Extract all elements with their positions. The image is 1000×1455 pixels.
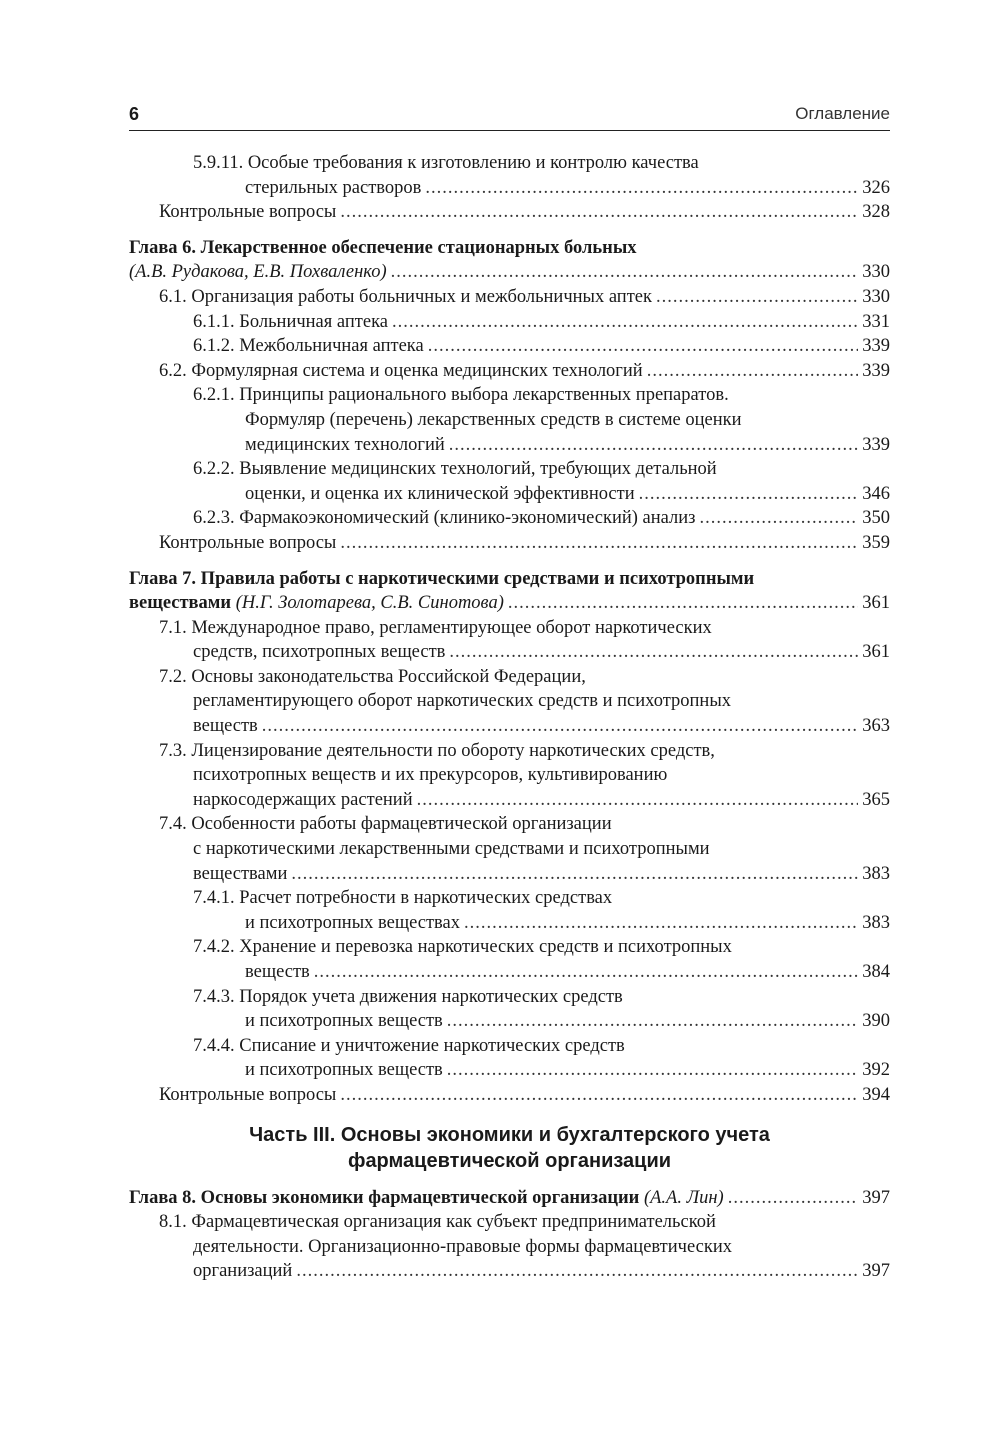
entry-text: и психотропных веществ — [245, 1011, 443, 1032]
running-title: Оглавление — [795, 104, 890, 123]
entry-text: 6.1. Организация работы больничных и межбольничных аптек — [159, 286, 652, 307]
toc-chapter[interactable] — [129, 1186, 890, 1211]
dot-leader — [314, 960, 858, 985]
entry-text: медицинских технологий — [245, 434, 445, 455]
chapter-title-end — [129, 260, 387, 285]
dot-leader — [340, 531, 858, 556]
entry-text: 6.1.2. Межбольничная аптека — [193, 336, 424, 357]
toc-entry-line — [193, 985, 890, 1010]
dot-leader — [391, 260, 859, 285]
toc-entry-line — [159, 1083, 890, 1108]
page-ref: 339 — [862, 360, 890, 381]
entry-text: веществами — [193, 863, 288, 884]
dot-leader — [296, 1259, 858, 1284]
entry-text: 8.1. Фармацевтическая организация как субъект предпринимательской — [159, 1212, 716, 1233]
toc-entry-line — [193, 506, 890, 531]
chapter-title-end: Глава 8. Основы экономики фармацевтической организации (А.А. Лин) — [129, 1187, 724, 1208]
toc-entry[interactable] — [129, 151, 890, 200]
entry-text: Контрольные вопросы — [159, 1084, 337, 1105]
toc-chapter-lead-line — [129, 260, 890, 285]
page-ref: 326 — [862, 177, 890, 198]
dot-leader — [447, 1009, 858, 1034]
dot-leader — [340, 200, 858, 225]
toc-entry-line — [159, 200, 890, 225]
entry-text: 7.4.2. Хранение и перевозка наркотических средств и психотропных — [193, 937, 732, 958]
toc-entry-line — [193, 1034, 890, 1059]
toc-entry-line — [193, 408, 890, 433]
dot-leader — [425, 176, 858, 201]
toc-entry-line — [193, 1009, 890, 1034]
dot-leader — [656, 285, 858, 310]
dot-leader — [464, 911, 858, 936]
entry-text: оценки, и оценка их клинической эффективности — [245, 483, 635, 504]
page-ref: 363 — [862, 716, 890, 737]
part-heading-line: фармацевтической организации — [347, 1149, 672, 1172]
toc-entry[interactable] — [129, 383, 890, 457]
entry-text: Контрольные вопросы — [159, 202, 337, 223]
page-ref: 339 — [862, 434, 890, 455]
entry-text: 5.9.11. Особые требования к изготовлению и контролю качества — [193, 153, 699, 173]
toc-entry[interactable] — [129, 812, 890, 886]
entry-text: средств, психотропных веществ — [193, 642, 446, 663]
toc-entry[interactable] — [129, 334, 890, 359]
page-ref: 330 — [862, 262, 890, 283]
page-number: 6 — [129, 104, 140, 124]
entry-text: регламентирующего оборот наркотических средств и психотропных — [193, 691, 731, 712]
chapter-title-line: Глава 6. Лекарственное обеспечение стационарных больных — [129, 237, 637, 258]
toc-entry-line — [159, 812, 890, 837]
toc-entry-line — [193, 960, 890, 985]
toc-entry-line — [193, 383, 890, 408]
toc-entry[interactable] — [129, 359, 890, 384]
entry-text: 7.4. Особенности работы фармацевтической организации — [159, 814, 612, 835]
toc-entry[interactable] — [129, 985, 890, 1034]
toc-entry-line — [193, 1058, 890, 1083]
toc-entry-line — [159, 285, 890, 310]
toc-entry[interactable] — [129, 310, 890, 335]
entry-text: веществ — [245, 962, 310, 982]
section-gap — [129, 556, 890, 567]
dot-leader — [447, 1058, 858, 1083]
toc-entry-line — [159, 359, 890, 384]
page-ref: 394 — [862, 1084, 890, 1105]
dot-leader — [417, 788, 859, 813]
page-ref: 384 — [862, 962, 890, 982]
toc-entry[interactable] — [129, 200, 890, 225]
entry-text: веществ — [193, 716, 258, 737]
dot-leader — [449, 640, 858, 665]
page-ref: 331 — [862, 311, 890, 332]
page-ref: 392 — [862, 1060, 890, 1081]
dot-leader — [392, 310, 858, 335]
toc-entry-line — [159, 1259, 890, 1284]
toc-entry[interactable] — [129, 506, 890, 531]
toc-entry[interactable] — [129, 457, 890, 506]
chapter-authors: (Н.Г. Золотарева, С.В. Синотова) — [235, 593, 504, 614]
toc-entry-line — [159, 1210, 890, 1235]
entry-text: 6.2.2. Выявление медицинских технологий, требующих детальной — [193, 459, 717, 480]
toc-chapter[interactable] — [129, 567, 890, 616]
page-ref: 383 — [862, 912, 890, 933]
toc-entry-line — [159, 739, 890, 764]
toc-entry-line — [193, 176, 890, 201]
toc-chapter[interactable] — [129, 236, 890, 285]
entry-text: 6.2.1. Принципы рационального выбора лекарственных препаратов. — [193, 385, 729, 406]
entry-text: 7.3. Лицензирование деятельности по обороту наркотических средств, — [159, 740, 715, 761]
entry-text: психотропных веществ и их прекурсоров, культивированию — [193, 765, 668, 786]
page-ref: 350 — [862, 508, 890, 529]
dot-leader — [639, 482, 859, 507]
chapter-title-line: Глава 7. Правила работы с наркотическими средствами и психотропными — [129, 568, 755, 589]
toc-entry-line — [193, 457, 890, 482]
dot-leader — [449, 433, 859, 458]
toc-entry[interactable] — [129, 935, 890, 984]
toc-entry-line — [193, 334, 890, 359]
toc-entry-line — [159, 689, 890, 714]
toc-chapter-lead-line — [129, 1186, 890, 1211]
page-ref: 390 — [862, 1011, 890, 1032]
entry-text: 7.2. Основы законодательства Российской Федерации, — [159, 666, 586, 687]
toc-entry-line — [159, 1235, 890, 1260]
toc-entry-line — [193, 935, 890, 960]
page-ref: 397 — [862, 1187, 890, 1208]
page-ref: 361 — [862, 642, 890, 663]
table-of-contents — [129, 151, 890, 1284]
toc-entry-line — [193, 151, 890, 176]
entry-text: наркосодержащих растений — [193, 789, 413, 810]
dot-leader — [647, 359, 859, 384]
toc-entry[interactable] — [129, 1210, 890, 1284]
part-heading-line: Часть III. Основы экономики и бухгалтерского учета — [249, 1123, 770, 1146]
page-header — [129, 100, 890, 131]
toc-entry[interactable] — [129, 665, 890, 739]
toc-entry-line — [159, 862, 890, 887]
chapter-authors: (А.В. Рудакова, Е.В. Похваленко) — [129, 262, 387, 283]
toc-entry[interactable] — [129, 531, 890, 556]
toc-entry-line — [159, 665, 890, 690]
dot-leader — [728, 1186, 859, 1211]
toc-entry-line — [159, 788, 890, 813]
entry-text: стерильных растворов — [245, 177, 422, 198]
entry-text: 7.1. Международное право, регламентирующее оборот наркотических — [159, 617, 712, 638]
page-ref: 365 — [862, 789, 890, 810]
page-ref: 339 — [862, 336, 890, 357]
toc-entry-line — [193, 911, 890, 936]
dot-leader — [699, 506, 858, 531]
dot-leader — [340, 1083, 858, 1108]
toc-entry-line — [159, 640, 890, 665]
dot-leader — [428, 334, 859, 359]
toc-entry-line — [193, 886, 890, 911]
toc-entry[interactable] — [129, 285, 890, 310]
entry-text: 7.4.4. Списание и уничтожение наркотических средств — [193, 1035, 625, 1056]
entry-text: 7.4.1. Расчет потребности в наркотических средствах — [193, 888, 613, 909]
dot-leader — [508, 591, 858, 616]
dot-leader — [262, 714, 858, 739]
page-ref: 346 — [862, 483, 890, 504]
toc-entry-line — [159, 531, 890, 556]
toc-entry[interactable] — [129, 1034, 890, 1083]
page-ref: 328 — [862, 202, 890, 223]
entry-text: 6.1.1. Больничная аптека — [193, 311, 388, 332]
toc-entry[interactable] — [129, 1083, 890, 1108]
dot-leader — [291, 862, 858, 887]
toc-entry-line — [193, 482, 890, 507]
toc-entry-line — [159, 616, 890, 641]
toc-chapter-lead-line — [129, 591, 890, 616]
section-gap — [129, 225, 890, 236]
toc-entry[interactable] — [129, 886, 890, 935]
toc-entry[interactable] — [129, 739, 890, 813]
page-ref: 383 — [862, 863, 890, 884]
entry-text: деятельности. Организационно-правовые формы фармацевтических — [193, 1236, 732, 1257]
page-ref: 361 — [862, 593, 890, 614]
entry-text: Формуляр (перечень) лекарственных средств в системе оценки — [245, 409, 742, 430]
entry-text: организаций — [193, 1261, 293, 1282]
entry-text: с наркотическими лекарственными средствами и психотропными — [193, 839, 710, 860]
entry-text: и психотропных веществ — [245, 1060, 443, 1081]
page-ref: 397 — [862, 1261, 890, 1282]
chapter-authors: (А.А. Лин) — [643, 1187, 724, 1208]
toc-entry-line — [193, 433, 890, 458]
entry-text: 6.2.3. Фармакоэкономический (клинико-экономический) анализ — [193, 508, 696, 529]
toc-entry-line — [159, 837, 890, 862]
entry-text: и психотропных веществах — [245, 912, 461, 933]
entry-text: Контрольные вопросы — [159, 532, 337, 553]
entry-text: 7.4.3. Порядок учета движения наркотических средств — [193, 986, 623, 1007]
part-heading — [129, 1122, 890, 1174]
toc-entry-line — [159, 763, 890, 788]
chapter-title-end: веществами (Н.Г. Золотарева, С.В. Синотова) — [129, 593, 504, 614]
toc-entry-line — [159, 714, 890, 739]
page-ref: 330 — [862, 286, 890, 307]
toc-entry-line — [193, 310, 890, 335]
toc-entry[interactable] — [129, 616, 890, 665]
page-ref: 359 — [862, 532, 890, 553]
entry-text: 6.2. Формулярная система и оценка медицинских технологий — [159, 360, 643, 381]
